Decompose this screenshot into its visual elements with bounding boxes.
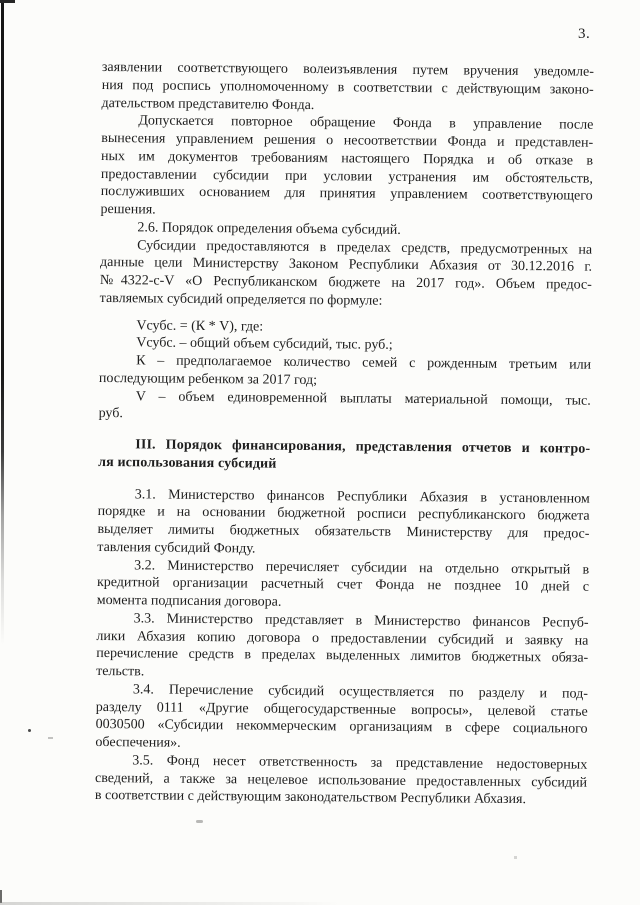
text-line: 3.3. Министерство представляет в Министерство финансов Респуб-: [133, 611, 589, 631]
text-line: порядке и на основании бюджетной росписи республиканского бюджета: [97, 504, 590, 524]
scan-speck: [514, 856, 517, 859]
text-line: послуживших основанием для принятия управлением соответствующего: [100, 184, 593, 204]
scan-left-edge-artifact: [1, 0, 4, 645]
para-subsidy-limits: [100, 236, 593, 312]
text-line: Vсубс. = (К * V), где:: [136, 317, 264, 335]
text-line: решения.: [100, 201, 156, 218]
text-line: руб.: [98, 406, 123, 422]
scan-speck: [196, 820, 203, 823]
text-line: данные цели Министерству Законом Республики Абхазия от 30.12.2016 г.: [99, 255, 593, 275]
text-line: обеспечения».: [95, 734, 181, 751]
text-line: 0030500 «Субсидии некоммерческим организациям в сфере социального: [95, 717, 588, 737]
scan-speck: [48, 737, 53, 739]
text-line: тельств.: [96, 663, 145, 680]
text-line: выделяет лимиты бюджетных обязательств Министерству для предос-: [97, 521, 590, 542]
text-line: V – объем единовременной выплаты материальной помощи, тыс.: [135, 388, 591, 409]
text-line: тавляемых субсидий определяется по формуле:: [99, 290, 383, 309]
text-line: Vсубс. – общий объем субсидий, тыс. руб.;: [136, 335, 393, 354]
text-line: 2.6. Порядок определения объема субсидий.: [137, 220, 401, 238]
text-line: последующим ребенком за 2017 год;: [98, 370, 318, 388]
text-line: К – предполагаемое количество семей с рожденным третьим или: [136, 353, 592, 373]
text-line: сведений, а также за нецелевое использование предоставленных субсидий: [95, 770, 588, 791]
text-line: разделу 0111 «Другие общегосударственные вопросы», целевой статье: [95, 699, 588, 720]
formula-term-k: [99, 352, 591, 392]
text-line: Субсидии предоставляются в пределах средств, предусмотренных на: [137, 237, 593, 258]
text-line: вынесения управлением решения о несоответствии Фонда и представлен-: [101, 130, 594, 151]
text-line: Допускается повторное обращение Фонда в управление после: [138, 113, 594, 133]
text-line: ния под роспись уполномоченному в соответствии с действующим законо-: [101, 77, 594, 98]
clause-3-1: [97, 485, 590, 561]
text-line: перечисление средств в пределах выделенных лимитов бюджетных обяза-: [96, 646, 589, 666]
formula-term-v: [99, 387, 591, 427]
text-line: ных им документов требованиям настоящего Порядка и об отказе в: [100, 148, 594, 169]
page-number: 3.: [578, 26, 591, 42]
text-line: лики Абхазия копию договора о предоставлении субсидий и заявку на: [96, 628, 589, 649]
para-continuation: [101, 59, 593, 117]
clause-3-4: [95, 681, 588, 757]
para-repeat-appeal: [100, 112, 593, 223]
text-line: в соответствии с действующим законодательством Республики Абхазия.: [94, 788, 527, 808]
scan-speck: [28, 729, 31, 732]
text-line: заявлении соответствующего волеизъявления путем вручения уведомле-: [101, 59, 594, 80]
text-line: момента подписания договора.: [96, 592, 282, 610]
scan-top-edge-artifact: [0, 0, 15, 3]
document-body: [95, 59, 594, 810]
text-line: 3.1. Министерство финансов Республики Абхазия в установленном: [134, 486, 590, 507]
text-line: предоставлении субсидии при условии устранения им обстоятельств,: [100, 166, 593, 187]
clause-3-3: [96, 610, 589, 686]
text-line: III. Порядок финансирования, представления отчетов и контро-: [135, 437, 591, 457]
clause-3-5: [95, 752, 587, 810]
section-iii-heading: [98, 436, 590, 476]
text-line: дательством представителю Фонда.: [101, 95, 315, 113]
text-line: ля использования субсидий: [98, 454, 277, 472]
text-line: 3.5. Фонд несет ответственность за представление недостоверных: [132, 753, 588, 773]
text-line: №4322-с-V «О Республиканском бюджете на 2017 год». Объем предос-: [99, 272, 592, 293]
text-line: 3.4. Перечисление субсидий осуществляется по разделу и под-: [132, 682, 588, 702]
text-line: 3.2. Министерство перечисляет субсидии на отдельно открытый в: [134, 557, 590, 578]
text-line: тавления субсидий Фонду.: [97, 539, 256, 557]
text-line: кредитной организации расчетный счет Фонда не позднее 10 дней с: [96, 575, 590, 595]
clause-3-2: [97, 556, 589, 614]
